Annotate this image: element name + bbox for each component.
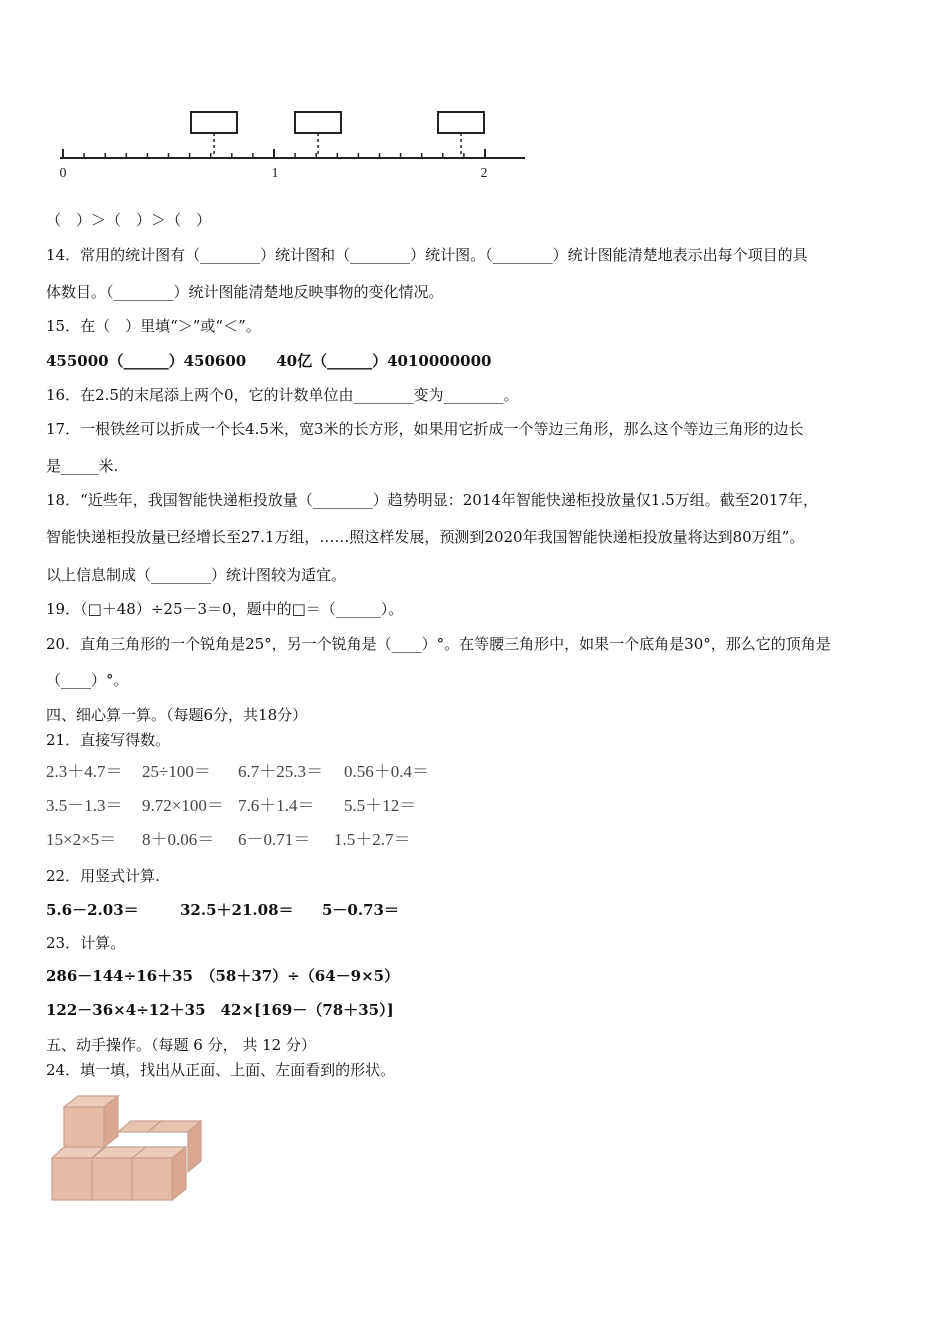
q17-line2: 是_____米.: [46, 457, 119, 475]
q20-line2: （____）°。: [46, 671, 129, 689]
q23-line2: 122－36×4÷12＋35 42×[169－（78＋35）]: [46, 1001, 394, 1019]
q21-expr: 9.72×100＝: [142, 796, 224, 815]
q22-row: [46, 900, 399, 920]
q22-expr: 5.6－2.03＝: [46, 901, 139, 919]
q20-line1: 20．直角三角形的一个锐角是25°，另一个锐角是（____）°。在等腰三角形中，如果一个底角是30°，那么它的顶角是: [46, 635, 831, 653]
section4-heading: 四、细心算一算。（每题6分，共18分）: [46, 706, 308, 724]
q14-line2: 体数目。（________）统计图能清楚地反映事物的变化情况。: [46, 283, 444, 301]
q16-line: 16．在2.5的末尾添上两个0，它的计数单位由________变为________。: [46, 386, 519, 404]
q21-expr: 2.3＋4.7＝: [46, 762, 123, 781]
q18-line3: 以上信息制成（________）统计图较为适宜。: [46, 566, 347, 584]
q21-expr: 6.7＋25.3＝: [238, 762, 323, 781]
q21-row2: [46, 796, 416, 816]
q21-expr: 5.5＋12＝: [344, 796, 417, 815]
q21-expr: 1.5＋2.7＝: [334, 830, 411, 849]
q18-line1: 18．“近些年，我国智能快递柜投放量（________）趋势明显：2014年智能快递柜投放量仅1.5万组。截至2017年，: [46, 491, 818, 509]
q21-row3: [46, 830, 411, 850]
cube-stack-figure: [46, 1090, 211, 1205]
q13-compare-line: （ ）＞（ ）＞（ ）: [46, 211, 212, 229]
q22-title: 22．用竖式计算.: [46, 867, 160, 885]
cube-front-face: [92, 1158, 132, 1200]
q14-line1: 14．常用的统计图有（________）统计图和（________）统计图。（________）统计图能清楚地表示出每个项目的具: [46, 246, 808, 264]
q23-title: 23．计算。: [46, 934, 126, 952]
q21-expr: 6－0.71＝: [238, 830, 311, 849]
tick-label-0: 0: [59, 166, 67, 180]
q21-expr: 0.56＋0.4＝: [344, 762, 429, 781]
q21-expr: 3.5－1.3＝: [46, 796, 123, 815]
q22-expr: 5－0.73＝: [322, 901, 399, 919]
q23-line1: 286－144÷16＋35 （58＋37）÷（64－9×5）: [46, 967, 400, 985]
q21-expr: 15×2×5＝: [46, 830, 117, 849]
q24-title: 24．填一填，找出从正面、上面、左面看到的形状。: [46, 1061, 396, 1079]
q18-line2: 智能快递柜投放量已经增长至27.1万组，……照这样发展，预测到2020年我国智能快递柜投放量将达到80万组”。: [46, 528, 805, 546]
q21-title: 21．直接写得数。: [46, 731, 171, 749]
q21-expr: 25÷100＝: [142, 762, 211, 781]
cube-front-face: [52, 1158, 92, 1200]
q21-expr: 8＋0.06＝: [142, 830, 215, 849]
answer-box-1[interactable]: [191, 112, 237, 133]
number-line-ticks: [63, 149, 485, 158]
q21-row1: [46, 762, 429, 782]
q19-line: 19．（□＋48）÷25－3＝0，题中的□＝（______）。: [46, 600, 404, 618]
q15-line1: 15．在（ ）里填“＞”或“＜”。: [46, 317, 261, 335]
tick-label-2: 2: [480, 166, 488, 180]
q21-expr: 7.6＋1.4＝: [238, 796, 315, 815]
tick-label-1: 1: [271, 166, 279, 180]
answer-box-2[interactable]: [295, 112, 341, 133]
cube-front-face: [132, 1158, 172, 1200]
q22-expr: 32.5＋21.08＝: [180, 901, 294, 919]
number-line-figure: [55, 105, 530, 180]
q15-line2: 455000（______）450600 40亿（______）4010000000: [46, 352, 492, 370]
q17-line1: 17．一根铁丝可以折成一个长4.5米，宽3米的长方形，如果用它折成一个等边三角形，那么这个等边三角形的边长: [46, 420, 804, 438]
section5-heading: 五、动手操作。（每题 6 分， 共 12 分）: [46, 1036, 316, 1054]
cube-front-face: [64, 1107, 104, 1147]
answer-box-3[interactable]: [438, 112, 484, 133]
